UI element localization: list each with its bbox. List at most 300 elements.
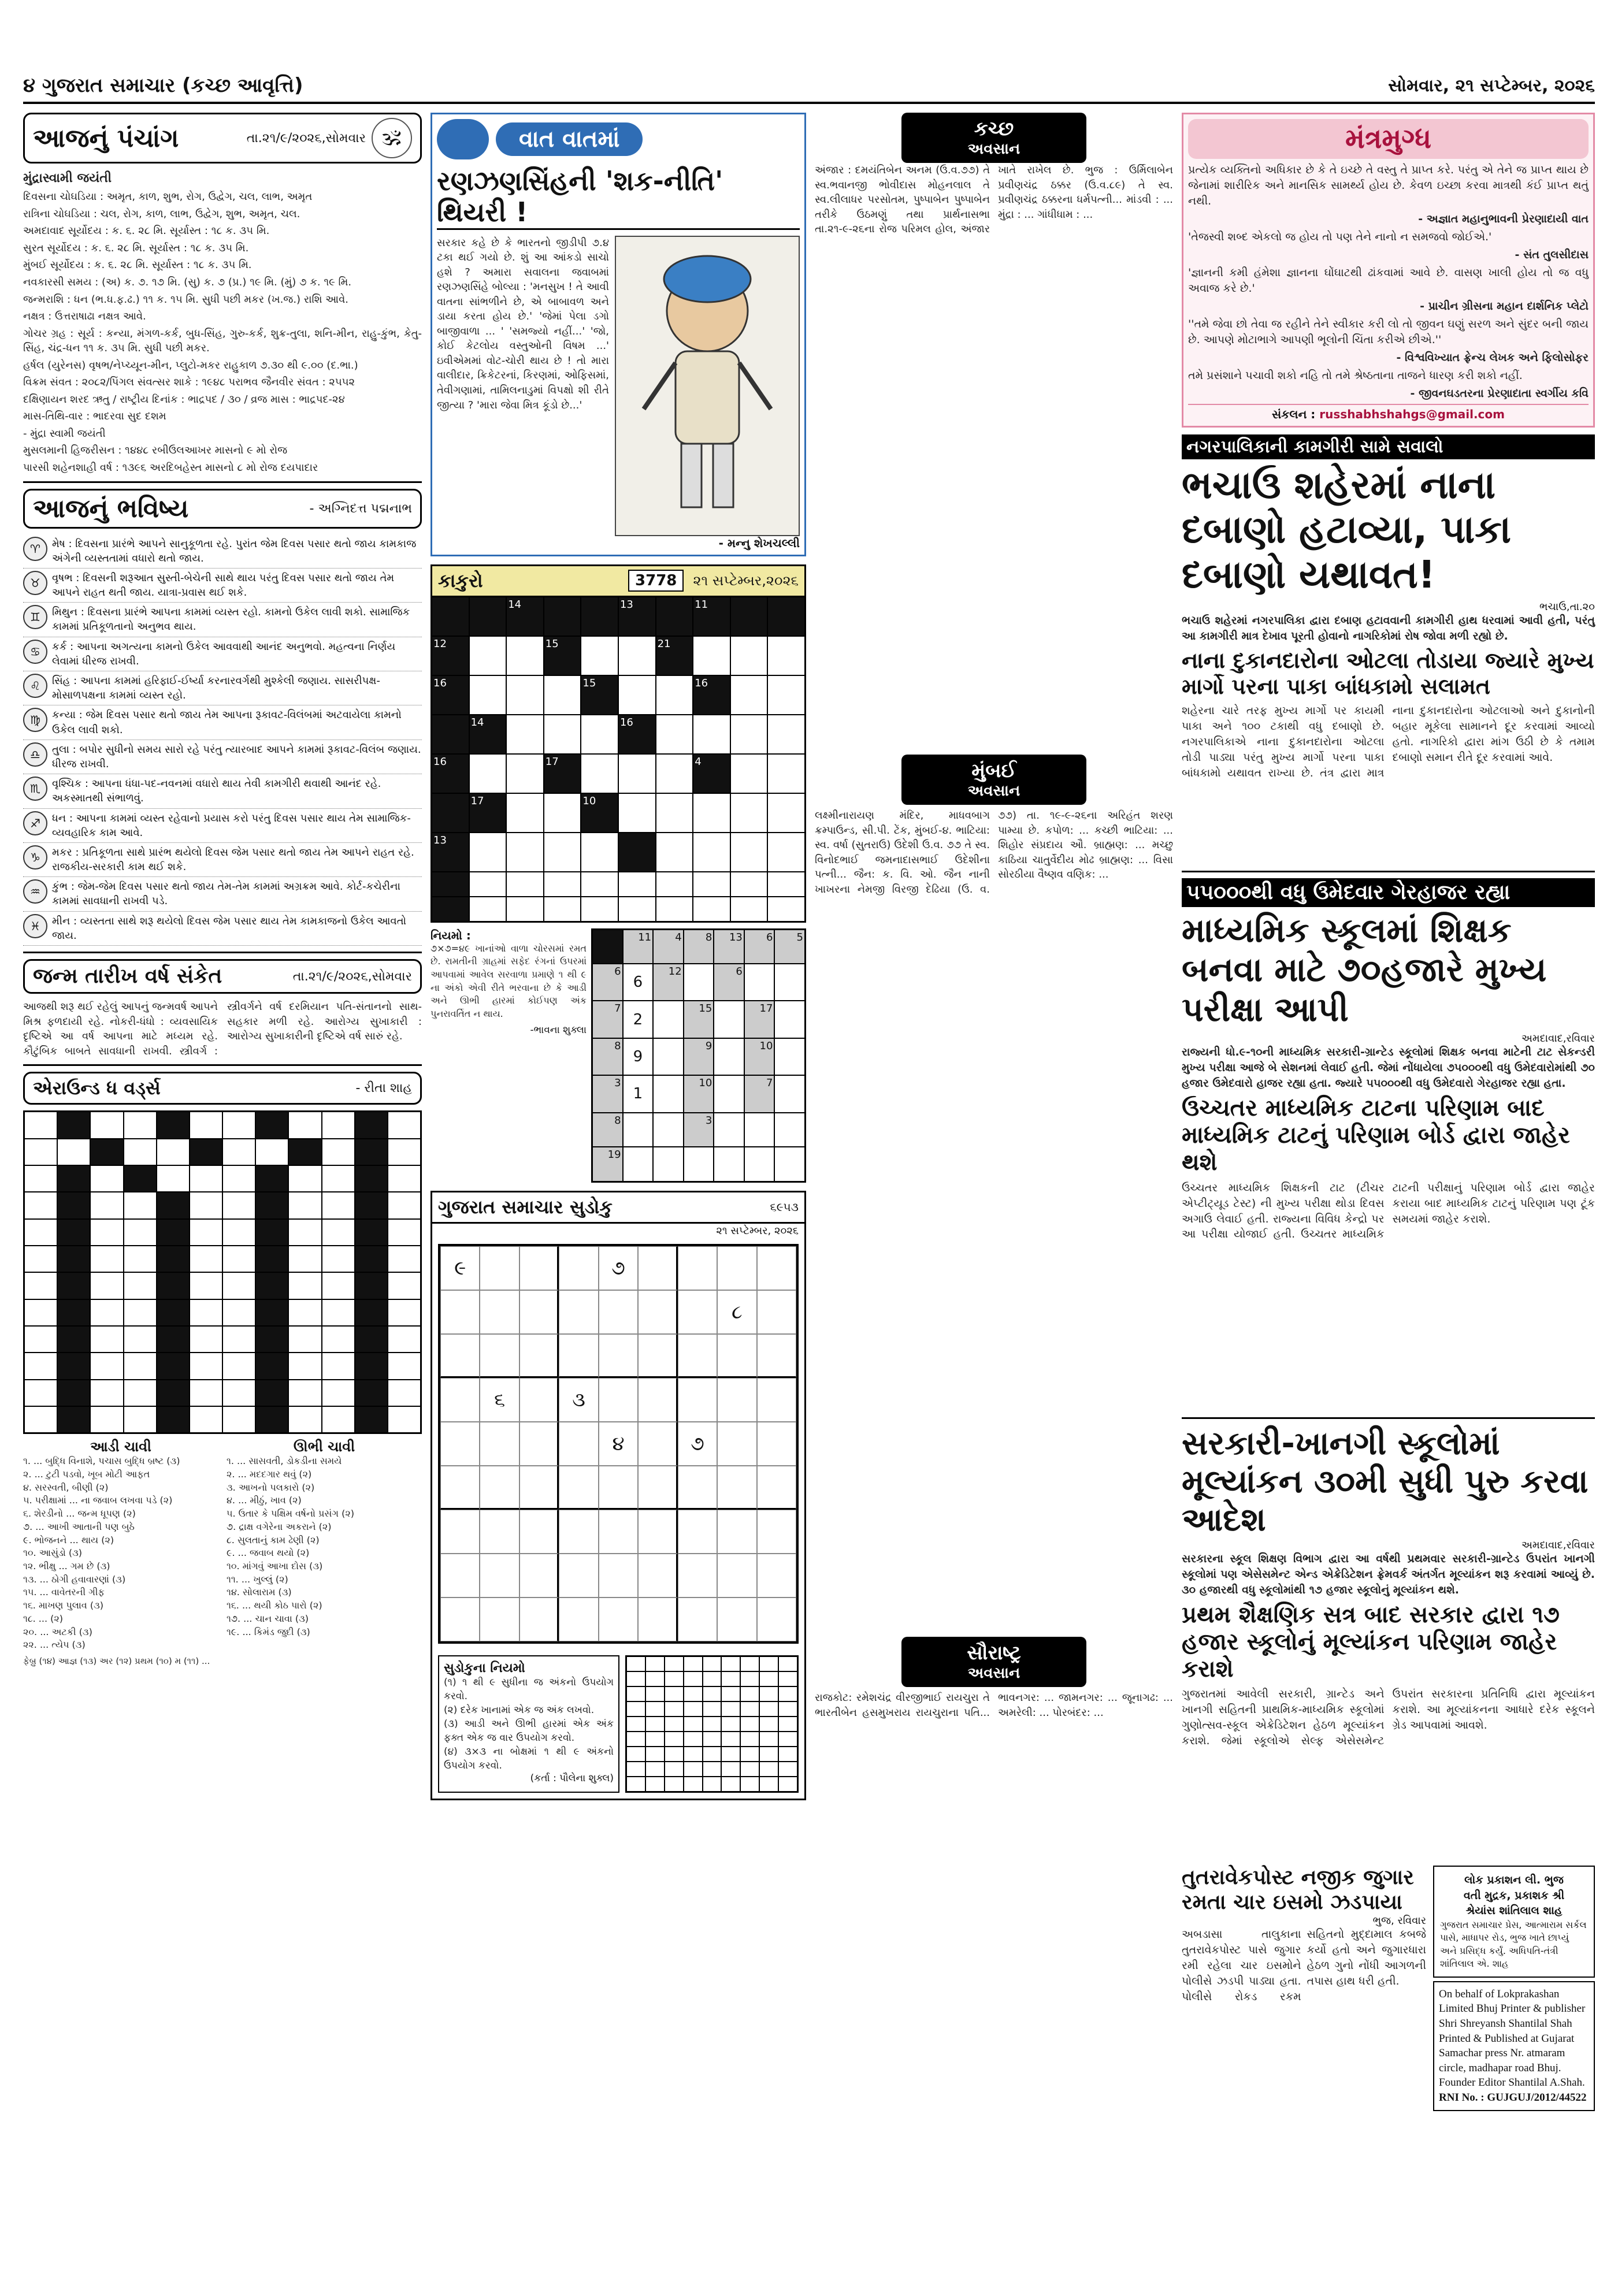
- crossword-cell[interactable]: [25, 1353, 57, 1379]
- kakuro-cell[interactable]: [507, 676, 543, 714]
- kakuro-cell[interactable]: [544, 676, 581, 714]
- kakuro-cell[interactable]: [507, 637, 543, 675]
- kakuro-block: [470, 597, 506, 636]
- sudoku-cell[interactable]: [440, 1334, 480, 1378]
- kakuro-cell[interactable]: [619, 676, 655, 714]
- crossword-cell[interactable]: [388, 1300, 420, 1325]
- kakuro-small-cell[interactable]: [714, 1076, 744, 1112]
- sudoku-solution-cell: [760, 1702, 778, 1716]
- crossword-cell[interactable]: [322, 1166, 354, 1191]
- kakuro-small-cell[interactable]: [624, 1147, 653, 1180]
- kakuro-small-cell[interactable]: [654, 1076, 683, 1112]
- crossword-cell[interactable]: [124, 1246, 156, 1272]
- sudoku-cell[interactable]: [440, 1554, 480, 1597]
- sudoku-given: ૮: [717, 1290, 756, 1334]
- sudoku-cell[interactable]: [638, 1378, 677, 1422]
- crossword-cell[interactable]: [289, 1192, 321, 1218]
- sudoku-cell[interactable]: [480, 1334, 519, 1378]
- crossword-cell[interactable]: [25, 1112, 57, 1138]
- crossword-cell[interactable]: [322, 1380, 354, 1406]
- birthday-header: [23, 959, 422, 994]
- kakuro-cell[interactable]: [731, 872, 767, 896]
- sudoku-cell[interactable]: [519, 1597, 559, 1641]
- crossword-cell[interactable]: [190, 1327, 222, 1352]
- sudoku-cell[interactable]: [678, 1290, 717, 1334]
- sudoku-cell[interactable]: [519, 1554, 559, 1597]
- kakuro-cell[interactable]: [619, 637, 655, 675]
- sudoku-solution-cell: [665, 1687, 683, 1701]
- kakuro-cell[interactable]: [544, 872, 581, 896]
- sudoku-cell[interactable]: [717, 1378, 756, 1422]
- kakuro-cell[interactable]: [619, 755, 655, 793]
- kakuro-cell[interactable]: [693, 637, 730, 675]
- crossword-cell[interactable]: [322, 1246, 354, 1272]
- crossword-cell[interactable]: [157, 1139, 189, 1165]
- crossword-cell[interactable]: [91, 1407, 123, 1432]
- crossword-cell[interactable]: [91, 1353, 123, 1379]
- kakuro-cell[interactable]: [731, 833, 767, 871]
- crossword-cell[interactable]: [91, 1327, 123, 1352]
- kakuro-clue: 12: [432, 637, 469, 675]
- kakuro-small-cell[interactable]: [684, 964, 714, 1000]
- sudoku-cell[interactable]: [440, 1290, 480, 1334]
- crossword-cell[interactable]: [223, 1353, 255, 1379]
- sudoku-cell[interactable]: [559, 1597, 598, 1641]
- kakuro-cell[interactable]: [693, 897, 730, 921]
- kakuro-small-cell[interactable]: [775, 1001, 804, 1037]
- sudoku-cell[interactable]: [559, 1246, 598, 1290]
- sudoku-solution-cell: [703, 1732, 721, 1746]
- sudoku-cell[interactable]: [757, 1290, 796, 1334]
- kakuro-small-cell[interactable]: [714, 1001, 744, 1037]
- kakuro-cell[interactable]: [768, 755, 804, 793]
- kakuro-small-cell[interactable]: [714, 1113, 744, 1146]
- across-clue: ૨૨. ... ત્યેપ (૩): [23, 1639, 86, 1651]
- kakuro-cell[interactable]: [581, 872, 618, 896]
- down-clue: ૧૧. ... ખુલ્લું (૨): [227, 1573, 288, 1585]
- sudoku-cell[interactable]: [599, 1290, 638, 1334]
- crossword-cell[interactable]: [190, 1192, 222, 1218]
- sudoku-cell[interactable]: [519, 1422, 559, 1466]
- crossword-cell[interactable]: [223, 1220, 255, 1245]
- news-bhachau-kicker: નગરપાલિકાની કામગીરી સામે સવાલો: [1182, 434, 1595, 459]
- sudoku-cell[interactable]: [519, 1466, 559, 1510]
- sudoku-cell[interactable]: [480, 1246, 519, 1290]
- sudoku-cell[interactable]: [678, 1554, 717, 1597]
- crossword-cell[interactable]: [223, 1112, 255, 1138]
- sudoku-cell[interactable]: [599, 1554, 638, 1597]
- crossword-cell[interactable]: [322, 1273, 354, 1298]
- crossword-cell[interactable]: [289, 1380, 321, 1406]
- sudoku-cell[interactable]: [678, 1378, 717, 1422]
- kakuro-small-cell[interactable]: [654, 1147, 683, 1180]
- crossword-cell[interactable]: [25, 1300, 57, 1325]
- panchang-line: - મુંદ્રા સ્વામી જયંતી: [23, 427, 106, 440]
- sudoku-cell[interactable]: [480, 1510, 519, 1554]
- sudoku-cell[interactable]: [757, 1334, 796, 1378]
- kakuro-cell[interactable]: [768, 897, 804, 921]
- sudoku-cell[interactable]: [638, 1597, 677, 1641]
- kakuro-cell[interactable]: [731, 794, 767, 832]
- sudoku-cell[interactable]: [519, 1246, 559, 1290]
- kakuro-cell[interactable]: [731, 755, 767, 793]
- sudoku-cell[interactable]: [559, 1422, 598, 1466]
- crossword-cell[interactable]: [190, 1220, 222, 1245]
- crossword-cell[interactable]: [223, 1300, 255, 1325]
- sudoku-cell[interactable]: [757, 1246, 796, 1290]
- crossword-author: - રીતા શાહ: [355, 1081, 412, 1096]
- kakuro-small-cell[interactable]: [654, 1113, 683, 1146]
- crossword-cell[interactable]: [124, 1220, 156, 1245]
- crossword-cell[interactable]: [25, 1327, 57, 1352]
- kakuro-cell[interactable]: [693, 872, 730, 896]
- kakuro-cell[interactable]: [619, 872, 655, 896]
- kakuro-cell[interactable]: [470, 872, 506, 896]
- sudoku-cell[interactable]: [757, 1597, 796, 1641]
- mantra-footer: [1188, 404, 1589, 421]
- kakuro-cell[interactable]: [731, 897, 767, 921]
- crossword-cell[interactable]: [388, 1327, 420, 1352]
- kakuro-small-cell[interactable]: [624, 1113, 653, 1146]
- kakuro-cell[interactable]: [581, 833, 618, 871]
- sudoku-cell[interactable]: [440, 1378, 480, 1422]
- kakuro-cell[interactable]: [768, 715, 804, 753]
- crossword-cell[interactable]: [25, 1166, 57, 1191]
- crossword-cell[interactable]: [223, 1139, 255, 1165]
- crossword-cell[interactable]: [91, 1273, 123, 1298]
- kakuro-cell[interactable]: [544, 897, 581, 921]
- kakuro-cell[interactable]: [656, 676, 693, 714]
- crossword-cell[interactable]: [124, 1112, 156, 1138]
- sudoku-cell[interactable]: [717, 1422, 756, 1466]
- kakuro-cell[interactable]: [507, 833, 543, 871]
- crossword-cell[interactable]: [91, 1166, 123, 1191]
- sudoku-cell[interactable]: [480, 1554, 519, 1597]
- kakuro-cell[interactable]: [731, 637, 767, 675]
- kakuro-cell[interactable]: [619, 794, 655, 832]
- kakuro-cell[interactable]: [768, 637, 804, 675]
- sudoku-cell[interactable]: [599, 1334, 638, 1378]
- crossword-cell[interactable]: [289, 1327, 321, 1352]
- crossword-cell[interactable]: [289, 1166, 321, 1191]
- crossword-cell[interactable]: [190, 1166, 222, 1191]
- kakuro-cell[interactable]: [470, 676, 506, 714]
- crossword-cell[interactable]: [124, 1380, 156, 1406]
- crossword-cell[interactable]: [25, 1407, 57, 1432]
- crossword-cell[interactable]: [322, 1327, 354, 1352]
- crossword-block: [355, 1246, 387, 1272]
- crossword-cell[interactable]: [91, 1192, 123, 1218]
- sudoku-grid[interactable]: [438, 1244, 799, 1644]
- crossword-cell[interactable]: [388, 1380, 420, 1406]
- crossword-cell[interactable]: [223, 1192, 255, 1218]
- sudoku-cell[interactable]: [678, 1597, 717, 1641]
- speech-bubble-icon: [437, 119, 489, 159]
- crossword-cell[interactable]: [289, 1220, 321, 1245]
- kakuro-small-cell[interactable]: [654, 1001, 683, 1037]
- sudoku-cell[interactable]: [638, 1334, 677, 1378]
- sudoku-given: ૪: [599, 1422, 638, 1466]
- crossword-cell[interactable]: [124, 1327, 156, 1352]
- crossword-cell[interactable]: [91, 1300, 123, 1325]
- crossword-cell[interactable]: [388, 1273, 420, 1298]
- sudoku-cell[interactable]: [559, 1334, 598, 1378]
- crossword-cell[interactable]: [223, 1166, 255, 1191]
- crossword-cell[interactable]: [190, 1380, 222, 1406]
- crossword-cell[interactable]: [124, 1139, 156, 1165]
- crossword-cell[interactable]: [190, 1112, 222, 1138]
- kakuro-small-cell[interactable]: [775, 1039, 804, 1075]
- panchang-date: તા.૨૧/૯/૨૦૨૬,સોમવાર: [246, 131, 366, 146]
- sudoku-solution-cell: [741, 1702, 759, 1716]
- crossword-cell[interactable]: [322, 1220, 354, 1245]
- zodiac-icon: ♈: [23, 537, 47, 561]
- kakuro-block: [656, 597, 693, 636]
- kakuro-cell[interactable]: [693, 833, 730, 871]
- sudoku-cell[interactable]: [559, 1554, 598, 1597]
- crossword-cell[interactable]: [190, 1273, 222, 1298]
- panchang-line: નવકારસી સમય : (અ) ક. ૭. ૧૭ મિ. (સુ) ક. ૭ (પ્ર.) ૧૯ મિ. (મું) ૭ ક. ૧૯ મિ.: [23, 276, 352, 288]
- kakuro-cell[interactable]: [470, 833, 506, 871]
- crossword-cell[interactable]: [388, 1112, 420, 1138]
- kakuro-cell[interactable]: [544, 715, 581, 753]
- crossword-cell[interactable]: [25, 1380, 57, 1406]
- crossword-cell[interactable]: [388, 1407, 420, 1432]
- crossword-block: [256, 1246, 288, 1272]
- sudoku-cell[interactable]: [440, 1510, 480, 1554]
- crossword-cell[interactable]: [25, 1192, 57, 1218]
- kakuro-cell[interactable]: [693, 794, 730, 832]
- crossword-cell[interactable]: [223, 1273, 255, 1298]
- kakuro-cell[interactable]: [731, 676, 767, 714]
- sudoku-cell[interactable]: [440, 1422, 480, 1466]
- crossword-cell[interactable]: [223, 1407, 255, 1432]
- horoscope-text: મિથુન : દિવસના પ્રારંભે આપના કામમાં વ્યસ્ત રહો. કામનો ઉકેલ લાવી શકો. સામાજિક કામમાં પ્રતિકૂળતાનો અનુભવ થાય.: [52, 606, 410, 633]
- sudoku-cell[interactable]: [599, 1466, 638, 1510]
- crossword-cell[interactable]: [322, 1192, 354, 1218]
- kakuro-small-cell[interactable]: [745, 1113, 774, 1146]
- kakuro-cell[interactable]: [768, 794, 804, 832]
- sudoku-cell[interactable]: [717, 1334, 756, 1378]
- sudoku-cell[interactable]: [519, 1378, 559, 1422]
- crossword-cell[interactable]: [388, 1192, 420, 1218]
- crossword-cell[interactable]: [322, 1407, 354, 1432]
- kakuro-cell[interactable]: [656, 715, 693, 753]
- kakuro-cell[interactable]: [768, 676, 804, 714]
- sudoku-solution-cell: [684, 1732, 702, 1746]
- kakuro-small-cell[interactable]: [775, 1113, 804, 1146]
- horoscope-text: મેષ : દિવસના પ્રારંભે આપને સાનુકૂળતા રહે. પુરાંત જેમ દિવસ પસાર થતો જાય કામકાજ અંગેની વ્યસ્તતામાં વધારો થતો જાય.: [52, 537, 417, 564]
- sudoku-cell[interactable]: [638, 1246, 677, 1290]
- crossword-block: [157, 1353, 189, 1379]
- sudoku-cell[interactable]: [678, 1466, 717, 1510]
- sudoku-cell[interactable]: [559, 1466, 598, 1510]
- crossword-cell[interactable]: [190, 1407, 222, 1432]
- crossword-cell[interactable]: [91, 1220, 123, 1245]
- crossword-cell[interactable]: [25, 1139, 57, 1165]
- sudoku-cell[interactable]: [480, 1466, 519, 1510]
- crossword-cell[interactable]: [322, 1139, 354, 1165]
- sudoku-solution-cell: [646, 1702, 664, 1716]
- crossword-cell[interactable]: [91, 1112, 123, 1138]
- sudoku-cell[interactable]: [599, 1378, 638, 1422]
- kakuro-cell[interactable]: [656, 872, 693, 896]
- crossword-cell[interactable]: [223, 1246, 255, 1272]
- sudoku-solution-cell: [646, 1687, 664, 1701]
- crossword-cell[interactable]: [58, 1139, 90, 1165]
- kakuro-cell[interactable]: [731, 715, 767, 753]
- sudoku-cell[interactable]: [678, 1246, 717, 1290]
- crossword-cell[interactable]: [124, 1407, 156, 1432]
- kakuro-cell[interactable]: [507, 794, 543, 832]
- mantra-email[interactable]: russhabhshahgs@gmail.com: [1319, 407, 1505, 421]
- mantra-quote: તમે પ્રસંશાને પચાવી શકો નહિ તો તમે શ્રેષ્ઠતાના તાજને ધારણ કરી શકો નહીં.: [1188, 369, 1523, 382]
- crossword-cell[interactable]: [289, 1112, 321, 1138]
- sudoku-cell[interactable]: [480, 1422, 519, 1466]
- sudoku-cell[interactable]: [638, 1422, 677, 1466]
- kakuro-small-cell[interactable]: [775, 1147, 804, 1180]
- kakuro-cell[interactable]: [656, 794, 693, 832]
- sudoku-solution-cell: [741, 1747, 759, 1761]
- kakuro-cell[interactable]: [619, 897, 655, 921]
- kakuro-cell[interactable]: [544, 833, 581, 871]
- kakuro-cell[interactable]: [581, 637, 618, 675]
- sudoku-cell[interactable]: [757, 1422, 796, 1466]
- sudoku-cell[interactable]: [757, 1466, 796, 1510]
- kakuro-cell[interactable]: [470, 637, 506, 675]
- kakuro-small-cell[interactable]: [654, 1039, 683, 1075]
- crossword-cell[interactable]: [124, 1273, 156, 1298]
- crossword-cell[interactable]: [289, 1407, 321, 1432]
- sudoku-cell[interactable]: [638, 1290, 677, 1334]
- crossword-cell[interactable]: [190, 1353, 222, 1379]
- crossword-cell[interactable]: [322, 1353, 354, 1379]
- mantra-quote: ''તમે જેવા છો તેવા જ રહીને તેને સ્વીકાર કરી લો તો જીવન ઘણું સરળ અને સુંદર બની જાય છે. આપણે મોટાભાગે આપણી ભૂલોની ચિંતા કરીએ છીએ.'': [1188, 317, 1589, 346]
- sudoku-cell[interactable]: [757, 1510, 796, 1554]
- sudoku-cell[interactable]: [440, 1466, 480, 1510]
- kakuro-small-cell[interactable]: [775, 1076, 804, 1112]
- kakuro-cell[interactable]: [656, 833, 693, 871]
- crossword-cell[interactable]: [388, 1246, 420, 1272]
- crossword-cell[interactable]: [388, 1139, 420, 1165]
- crossword-cell[interactable]: [157, 1166, 189, 1191]
- sudoku-cell[interactable]: [717, 1554, 756, 1597]
- kakuro-small-cell[interactable]: [714, 1147, 744, 1180]
- crossword-cell[interactable]: [91, 1246, 123, 1272]
- kakuro-cell[interactable]: [507, 715, 543, 753]
- crossword-cell[interactable]: [388, 1166, 420, 1191]
- crossword-cell[interactable]: [289, 1353, 321, 1379]
- sudoku-cell[interactable]: [638, 1466, 677, 1510]
- zodiac-icon: ♑: [23, 845, 47, 870]
- crossword-solution: ફેબ્રુ (૧૪) આજ્ઞ (૧૩) અર (૧૨) પ્રથમ (૧૦) મ (૧૧) ...: [23, 1656, 210, 1666]
- crossword-cell[interactable]: [289, 1246, 321, 1272]
- sudoku-solution-cell: [722, 1672, 740, 1686]
- crossword-cell[interactable]: [289, 1273, 321, 1298]
- kakuro-cell[interactable]: [507, 872, 543, 896]
- horoscope-text: કર્ક : આપના અગત્યના કામનો ઉકેલ આવવાથી આનંદ અનુભવો. મહત્વના નિર્ણય લેવામાં ધીરજ રાખવી.: [52, 640, 396, 667]
- kakuro-cell[interactable]: [470, 897, 506, 921]
- kakuro-cell[interactable]: [507, 755, 543, 793]
- kakuro-cell[interactable]: [656, 897, 693, 921]
- crossword-cell[interactable]: [25, 1246, 57, 1272]
- crossword-cell[interactable]: [190, 1300, 222, 1325]
- crossword-block: [355, 1353, 387, 1379]
- news-gambling: [1182, 1866, 1426, 2111]
- sudoku-cell[interactable]: [717, 1597, 756, 1641]
- sudoku-cell[interactable]: [717, 1510, 756, 1554]
- sudoku-cell[interactable]: [757, 1378, 796, 1422]
- crossword-cell[interactable]: [256, 1139, 288, 1165]
- crossword-block: [355, 1112, 387, 1138]
- mantra-quote: 'જ્ઞાનની કમી હંમેશા જ્ઞાનના ઘોંઘાટથી ઢાંકવામાં આવે છે. વાસણ ખાલી હોય તો જ વધુ અવાજ કરે છે.': [1188, 266, 1589, 295]
- sudoku-cell[interactable]: [757, 1554, 796, 1597]
- crossword-cell[interactable]: [25, 1273, 57, 1298]
- sudoku-cell[interactable]: [678, 1334, 717, 1378]
- crossword-cell[interactable]: [124, 1192, 156, 1218]
- kakuro-cell[interactable]: [768, 872, 804, 896]
- sudoku-cell[interactable]: [717, 1466, 756, 1510]
- crossword-grid[interactable]: [23, 1110, 422, 1434]
- sudoku-cell[interactable]: [638, 1510, 677, 1554]
- crossword-cell[interactable]: [190, 1246, 222, 1272]
- crossword-cell[interactable]: [223, 1380, 255, 1406]
- sudoku-solution-cell: [741, 1717, 759, 1731]
- crossword-cell[interactable]: [388, 1220, 420, 1245]
- kakuro-cell[interactable]: [544, 794, 581, 832]
- kakuro-cell[interactable]: [656, 755, 693, 793]
- crossword-cell[interactable]: [223, 1327, 255, 1352]
- crossword-cell[interactable]: [124, 1300, 156, 1325]
- sudoku-cell[interactable]: [480, 1290, 519, 1334]
- kakuro-cell[interactable]: [507, 897, 543, 921]
- kakuro-cell[interactable]: [581, 755, 618, 793]
- kakuro-cell[interactable]: [581, 897, 618, 921]
- sudoku-cell[interactable]: [440, 1597, 480, 1641]
- crossword-cell[interactable]: [91, 1380, 123, 1406]
- kakuro-small-cell[interactable]: [775, 964, 804, 1000]
- kakuro-grid-small[interactable]: [591, 928, 806, 1183]
- crossword-cell[interactable]: [322, 1112, 354, 1138]
- kakuro-cell[interactable]: [693, 715, 730, 753]
- sudoku-cell[interactable]: [599, 1597, 638, 1641]
- across-title: આડી ચાવી: [90, 1439, 151, 1455]
- kakuro-small-cell[interactable]: [714, 1039, 744, 1075]
- sudoku-cell[interactable]: [519, 1290, 559, 1334]
- kakuro-small-cell[interactable]: [745, 1147, 774, 1180]
- crossword-cell[interactable]: [124, 1353, 156, 1379]
- crossword-cell[interactable]: [25, 1220, 57, 1245]
- sudoku-cell[interactable]: [559, 1510, 598, 1554]
- sudoku-cell[interactable]: [599, 1510, 638, 1554]
- crossword-cell[interactable]: [322, 1300, 354, 1325]
- kakuro-grid-big[interactable]: [432, 597, 804, 921]
- sudoku-cell[interactable]: [519, 1334, 559, 1378]
- kakuro-small-cell[interactable]: [745, 964, 774, 1000]
- kakuro-cell[interactable]: [470, 755, 506, 793]
- sudoku-cell[interactable]: [638, 1554, 677, 1597]
- kakuro-cell[interactable]: [768, 833, 804, 871]
- crossword-cell[interactable]: [289, 1300, 321, 1325]
- sudoku-cell[interactable]: [717, 1246, 756, 1290]
- kakuro-small-cell[interactable]: [684, 1147, 714, 1180]
- sudoku-cell[interactable]: [678, 1510, 717, 1554]
- kakuro-cell[interactable]: [581, 715, 618, 753]
- sudoku-cell[interactable]: [480, 1597, 519, 1641]
- sudoku-cell[interactable]: [559, 1290, 598, 1334]
- crossword-cell[interactable]: [388, 1353, 420, 1379]
- sudoku-cell[interactable]: [519, 1510, 559, 1554]
